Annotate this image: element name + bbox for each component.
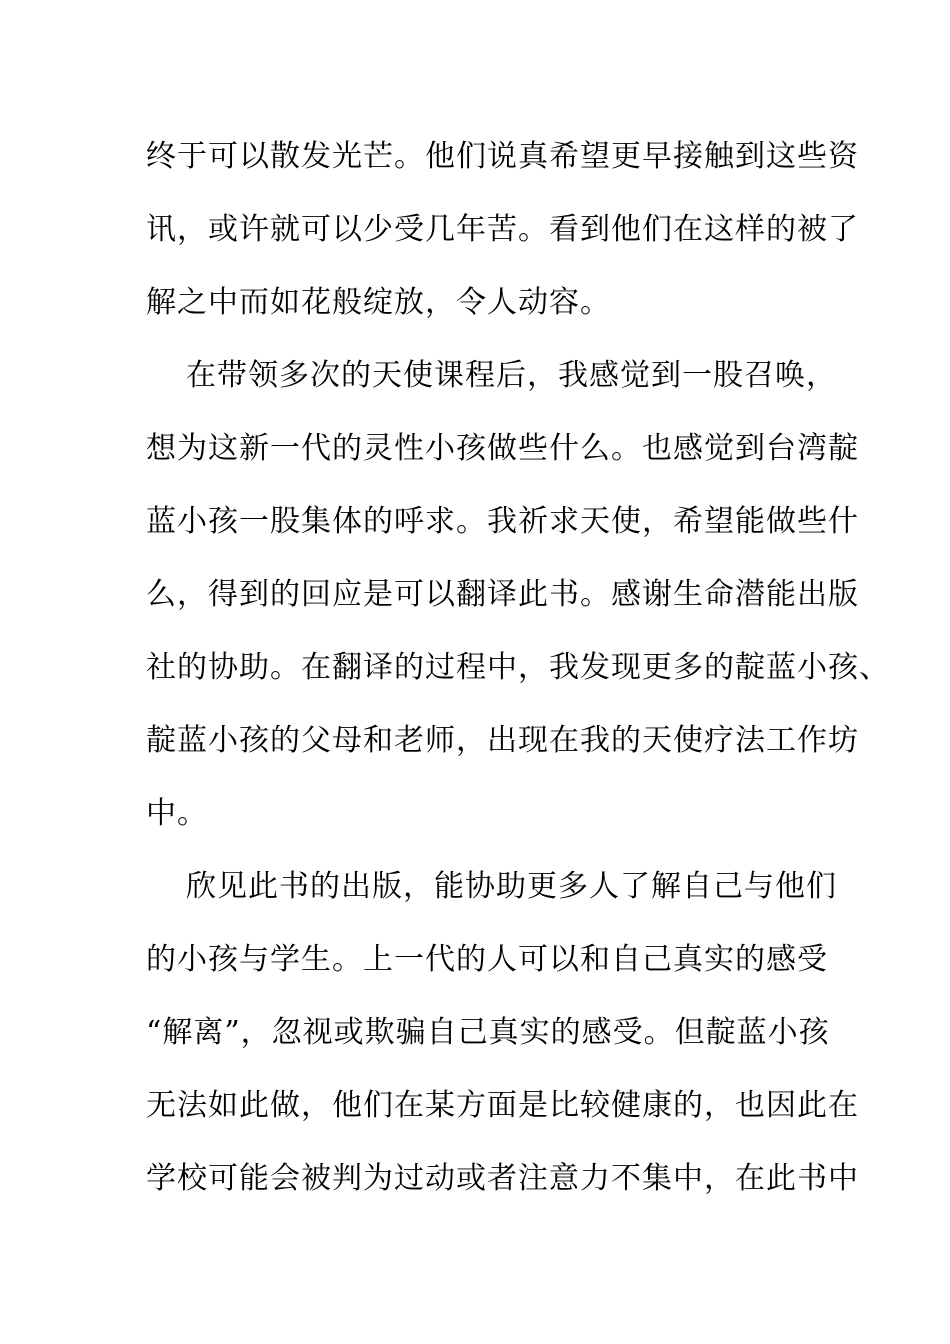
text-line: 么，得到的回应是可以翻译此书。感谢生命潜能出版	[146, 577, 859, 612]
text-line: 终于可以散发光芒。他们说真希望更早接触到这些资	[146, 139, 859, 174]
text-line: 想为这新一代的灵性小孩做些什么。也感觉到台湾靛	[146, 431, 859, 466]
paragraph-start-line: 欣见此书的出版，能协助更多人了解自己与他们	[186, 869, 837, 904]
text-line: 社的协助。在翻译的过程中，我发现更多的靛蓝小孩、	[146, 650, 890, 685]
text-line: 靛蓝小孩的父母和老师，出现在我的天使疗法工作坊	[146, 723, 859, 758]
text-line: 学校可能会被判为过动或者注意力不集中，在此书中	[146, 1161, 859, 1196]
text-line: 蓝小孩一股集体的呼求。我祈求天使，希望能做些什	[146, 504, 859, 539]
text-line: 无法如此做，他们在某方面是比较健康的，也因此在	[146, 1088, 859, 1123]
text-line: 中。	[146, 796, 208, 831]
text-line: 讯，或许就可以少受几年苦。看到他们在这样的被了	[146, 212, 859, 247]
body-text	[146, 120, 890, 1215]
paragraph-start-line: 在带领多次的天使课程后，我感觉到一股召唤，	[186, 358, 837, 393]
text-line: “解离”，忽视或欺骗自己真实的感受。但靛蓝小孩	[146, 1015, 830, 1050]
text-line: 的小孩与学生。上一代的人可以和自己真实的感受	[146, 942, 828, 977]
text-line: 解之中而如花般绽放，令人动容。	[146, 285, 611, 320]
